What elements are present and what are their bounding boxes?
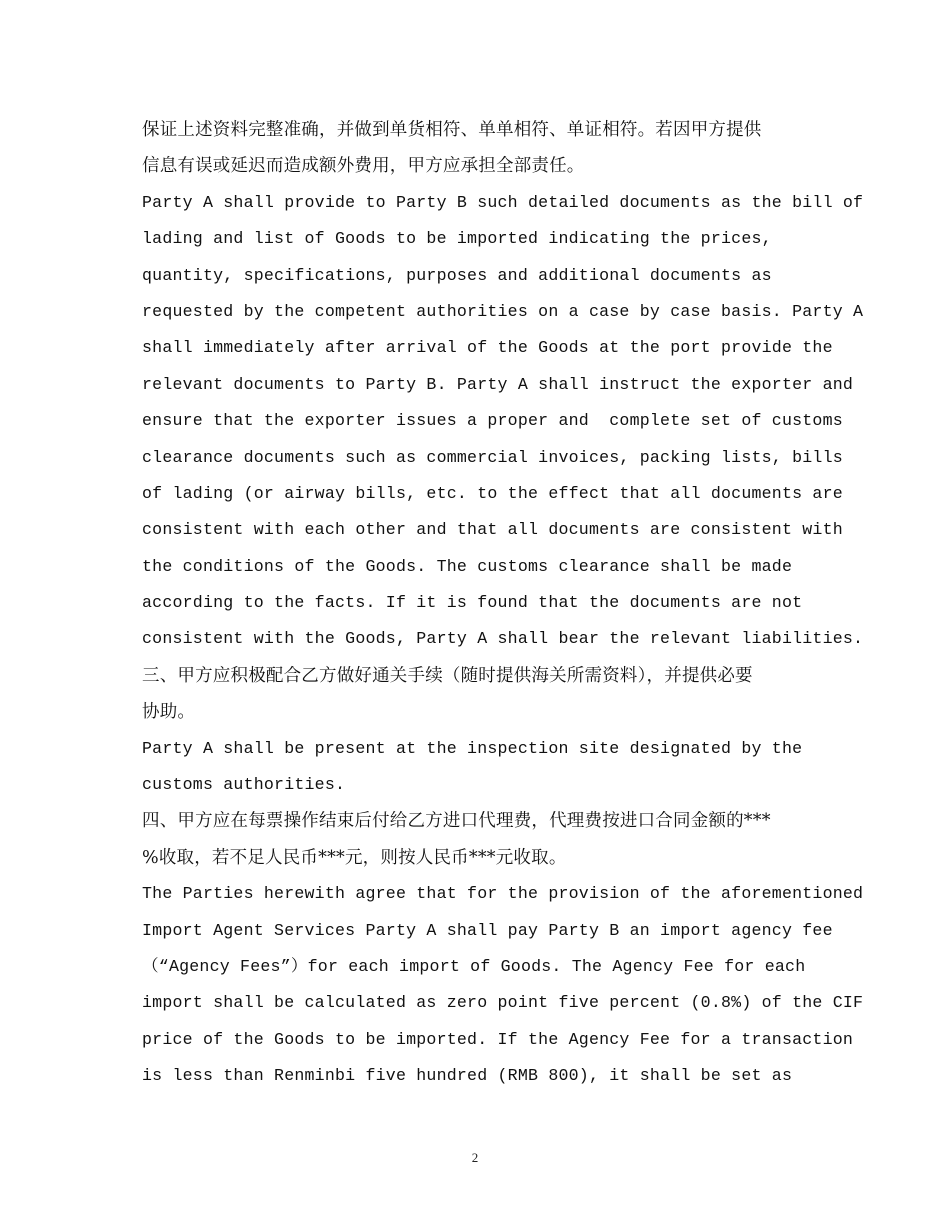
text-line: %收取，若不足人民币***元，则按人民币***元收取。 [142,847,567,868]
text-line: clearance documents such as commercial invoices, packing lists, bills [142,447,843,467]
text-line: relevant documents to Party B. Party A shall instruct the exporter and [142,374,854,394]
text-line: Import Agent Services Party A shall pay Party B an import agency fee [142,920,833,940]
text-line: customs authorities. [142,775,346,795]
text-line: Party A shall provide to Party B such detailed documents as the bill of [142,192,864,212]
text-line: （“Agency Fees”）for each import of Goods. The Agency Fee for each [142,956,806,976]
text-line: lading and list of Goods to be imported indicating the prices, [142,229,772,249]
page-number: 2 [471,1150,479,1165]
text-line: ensure that the exporter issues a proper and complete set of customs [142,411,843,431]
text-line: according to the facts. If it is found that the documents are not [142,593,803,613]
text-line: 协助。 [142,702,196,723]
text-line: consistent with the Goods, Party A shall bear the relevant liabilities. [142,629,864,649]
text-line: The Parties herewith agree that for the provision of the aforementioned [142,884,864,904]
text-line: requested by the competent authorities on a case by case basis. Party A [142,301,864,321]
text-line: quantity, specifications, purposes and additional documents as [142,265,772,285]
text-line: 三、甲方应积极配合乙方做好通关手续（随时提供海关所需资料），并提供必要 [142,665,753,686]
text-line: shall immediately after arrival of the Goods at the port provide the [142,338,833,358]
text-line: Party A shall be present at the inspection site designated by the [142,738,803,758]
text-line: price of the Goods to be imported. If the Agency Fee for a transaction [142,1029,854,1049]
text-line: is less than Renminbi five hundred (RMB 800), it shall be set as [142,1066,793,1086]
text-line: 四、甲方应在每票操作结束后付给乙方进口代理费，代理费按进口合同金额的*** [142,811,771,832]
text-line: the conditions of the Goods. The customs clearance shall be made [142,556,793,576]
text-line: 保证上述资料完整准确，并做到单货相符、单单相符、单证相符。若因甲方提供 [142,120,762,140]
text-line: 信息有误或延迟而造成额外费用，甲方应承担全部责任。 [142,156,585,177]
text-line: import shall be calculated as zero point five percent (0.8%) of the CIF [142,993,864,1013]
text-line: consistent with each other and that all documents are consistent with [142,520,843,540]
document-body [142,112,864,1095]
text-line: of lading (or airway bills, etc. to the effect that all documents are [142,483,843,503]
